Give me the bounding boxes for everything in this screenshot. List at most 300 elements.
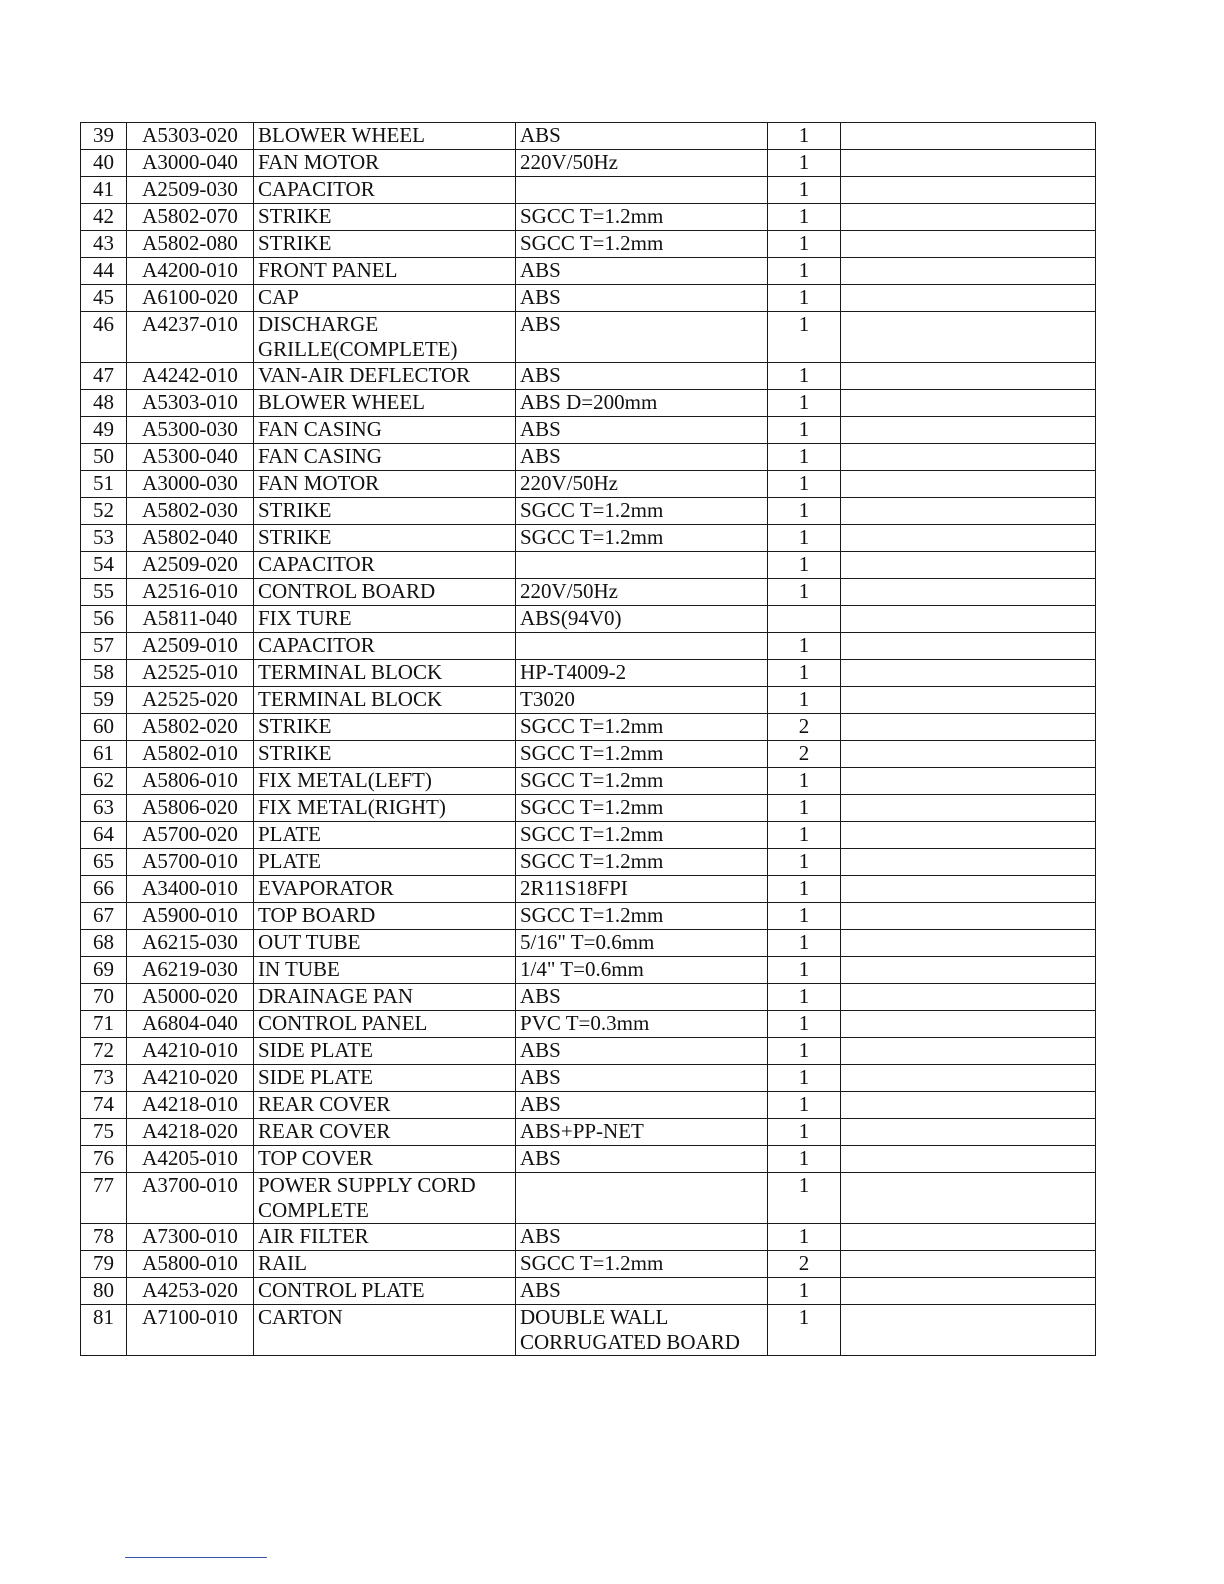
table-row <box>81 150 1096 177</box>
part-number-cell: A6219-030 <box>127 957 254 984</box>
table-row <box>81 258 1096 285</box>
part-number-cell: A5303-020 <box>127 123 254 150</box>
material-spec-cell: SGCC T=1.2mm <box>516 231 768 258</box>
remarks-cell <box>841 957 1096 984</box>
description-cell: PLATE <box>254 822 516 849</box>
part-number-cell: A3700-010 <box>127 1173 254 1224</box>
table-row <box>81 498 1096 525</box>
item-number-cell: 47 <box>81 363 127 390</box>
description-cell: BLOWER WHEEL <box>254 123 516 150</box>
remarks-cell <box>841 150 1096 177</box>
table-row <box>81 525 1096 552</box>
item-number-cell: 60 <box>81 714 127 741</box>
part-number-cell: A4218-010 <box>127 1092 254 1119</box>
quantity-cell: 1 <box>768 1119 841 1146</box>
quantity-cell: 1 <box>768 444 841 471</box>
remarks-cell <box>841 795 1096 822</box>
remarks-cell <box>841 768 1096 795</box>
item-number-cell: 55 <box>81 579 127 606</box>
remarks-cell <box>841 390 1096 417</box>
table-row <box>81 822 1096 849</box>
remarks-cell <box>841 258 1096 285</box>
item-number-cell: 62 <box>81 768 127 795</box>
quantity-cell: 1 <box>768 552 841 579</box>
table-row <box>81 444 1096 471</box>
description-cell: FAN MOTOR <box>254 471 516 498</box>
remarks-cell <box>841 1305 1096 1356</box>
material-spec-cell: ABS <box>516 285 768 312</box>
quantity-cell: 1 <box>768 390 841 417</box>
remarks-cell <box>841 498 1096 525</box>
quantity-cell: 1 <box>768 1038 841 1065</box>
remarks-cell <box>841 930 1096 957</box>
item-number-cell: 45 <box>81 285 127 312</box>
item-number-cell: 41 <box>81 177 127 204</box>
quantity-cell: 1 <box>768 1173 841 1224</box>
item-number-cell: 59 <box>81 687 127 714</box>
part-number-cell: A7100-010 <box>127 1305 254 1356</box>
remarks-cell <box>841 177 1096 204</box>
material-spec-cell: ABS <box>516 1092 768 1119</box>
quantity-cell: 1 <box>768 822 841 849</box>
part-number-cell: A2516-010 <box>127 579 254 606</box>
table-row <box>81 390 1096 417</box>
description-cell: STRIKE <box>254 498 516 525</box>
material-spec-cell: ABS(94V0) <box>516 606 768 633</box>
material-spec-cell: HP-T4009-2 <box>516 660 768 687</box>
part-number-cell: A2525-020 <box>127 687 254 714</box>
material-spec-cell: 220V/50Hz <box>516 150 768 177</box>
remarks-cell <box>841 1065 1096 1092</box>
material-spec-cell: SGCC T=1.2mm <box>516 498 768 525</box>
quantity-cell: 1 <box>768 903 841 930</box>
table-row <box>81 417 1096 444</box>
material-spec-cell: SGCC T=1.2mm <box>516 525 768 552</box>
description-cell: FIX METAL(RIGHT) <box>254 795 516 822</box>
part-number-cell: A5806-020 <box>127 795 254 822</box>
table-row <box>81 1146 1096 1173</box>
quantity-cell: 1 <box>768 957 841 984</box>
table-row <box>81 312 1096 363</box>
item-number-cell: 39 <box>81 123 127 150</box>
part-number-cell: A2509-010 <box>127 633 254 660</box>
quantity-cell: 1 <box>768 525 841 552</box>
description-cell: PLATE <box>254 849 516 876</box>
part-number-cell: A5900-010 <box>127 903 254 930</box>
quantity-cell: 1 <box>768 984 841 1011</box>
quantity-cell: 1 <box>768 1146 841 1173</box>
quantity-cell: 1 <box>768 633 841 660</box>
material-spec-cell: ABS <box>516 1065 768 1092</box>
item-number-cell: 80 <box>81 1278 127 1305</box>
part-number-cell: A6804-040 <box>127 1011 254 1038</box>
remarks-cell <box>841 444 1096 471</box>
quantity-cell: 1 <box>768 1011 841 1038</box>
table-row <box>81 849 1096 876</box>
remarks-cell <box>841 1038 1096 1065</box>
description-cell: EVAPORATOR <box>254 876 516 903</box>
item-number-cell: 57 <box>81 633 127 660</box>
part-number-cell: A5700-020 <box>127 822 254 849</box>
material-spec-cell <box>516 177 768 204</box>
description-cell: BLOWER WHEEL <box>254 390 516 417</box>
description-cell: AIR FILTER <box>254 1224 516 1251</box>
description-cell: CONTROL PLATE <box>254 1278 516 1305</box>
part-number-cell: A4205-010 <box>127 1146 254 1173</box>
material-spec-cell: T3020 <box>516 687 768 714</box>
remarks-cell <box>841 876 1096 903</box>
remarks-cell <box>841 633 1096 660</box>
material-spec-cell: SGCC T=1.2mm <box>516 795 768 822</box>
description-cell: DISCHARGE GRILLE(COMPLETE) <box>254 312 516 363</box>
part-number-cell: A5700-010 <box>127 849 254 876</box>
material-spec-cell: ABS <box>516 1224 768 1251</box>
quantity-cell: 1 <box>768 123 841 150</box>
remarks-cell <box>841 1173 1096 1224</box>
description-cell: CONTROL BOARD <box>254 579 516 606</box>
item-number-cell: 65 <box>81 849 127 876</box>
item-number-cell: 51 <box>81 471 127 498</box>
material-spec-cell <box>516 1173 768 1224</box>
table-row <box>81 984 1096 1011</box>
table-row <box>81 1173 1096 1224</box>
material-spec-cell: SGCC T=1.2mm <box>516 1251 768 1278</box>
item-number-cell: 79 <box>81 1251 127 1278</box>
material-spec-cell: ABS+PP-NET <box>516 1119 768 1146</box>
remarks-cell <box>841 1146 1096 1173</box>
description-cell: DRAINAGE PAN <box>254 984 516 1011</box>
material-spec-cell: 1/4" T=0.6mm <box>516 957 768 984</box>
description-cell: RAIL <box>254 1251 516 1278</box>
material-spec-cell <box>516 552 768 579</box>
remarks-cell <box>841 417 1096 444</box>
table-row <box>81 1251 1096 1278</box>
remarks-cell <box>841 660 1096 687</box>
part-number-cell: A4210-010 <box>127 1038 254 1065</box>
part-number-cell: A5806-010 <box>127 768 254 795</box>
remarks-cell <box>841 312 1096 363</box>
table-row <box>81 1011 1096 1038</box>
remarks-cell <box>841 1278 1096 1305</box>
description-cell: CAPACITOR <box>254 552 516 579</box>
part-number-cell: A2525-010 <box>127 660 254 687</box>
remarks-cell <box>841 579 1096 606</box>
part-number-cell: A5802-030 <box>127 498 254 525</box>
material-spec-cell: ABS <box>516 363 768 390</box>
parts-list-body <box>81 123 1096 1356</box>
item-number-cell: 72 <box>81 1038 127 1065</box>
item-number-cell: 44 <box>81 258 127 285</box>
description-cell: TOP BOARD <box>254 903 516 930</box>
description-cell: POWER SUPPLY CORD COMPLETE <box>254 1173 516 1224</box>
material-spec-cell: 220V/50Hz <box>516 471 768 498</box>
description-cell: STRIKE <box>254 741 516 768</box>
quantity-cell: 1 <box>768 258 841 285</box>
material-spec-cell: ABS <box>516 1038 768 1065</box>
remarks-cell <box>841 204 1096 231</box>
table-row <box>81 231 1096 258</box>
quantity-cell: 1 <box>768 930 841 957</box>
material-spec-cell: SGCC T=1.2mm <box>516 714 768 741</box>
quantity-cell <box>768 606 841 633</box>
description-cell: OUT TUBE <box>254 930 516 957</box>
quantity-cell: 1 <box>768 417 841 444</box>
part-number-cell: A5802-070 <box>127 204 254 231</box>
part-number-cell: A5303-010 <box>127 390 254 417</box>
item-number-cell: 58 <box>81 660 127 687</box>
quantity-cell: 1 <box>768 363 841 390</box>
item-number-cell: 48 <box>81 390 127 417</box>
quantity-cell: 1 <box>768 1092 841 1119</box>
item-number-cell: 40 <box>81 150 127 177</box>
remarks-cell <box>841 741 1096 768</box>
material-spec-cell: SGCC T=1.2mm <box>516 768 768 795</box>
table-row <box>81 741 1096 768</box>
remarks-cell <box>841 606 1096 633</box>
material-spec-cell: SGCC T=1.2mm <box>516 903 768 930</box>
table-row <box>81 957 1096 984</box>
part-number-cell: A3000-030 <box>127 471 254 498</box>
table-row <box>81 660 1096 687</box>
part-number-cell: A3400-010 <box>127 876 254 903</box>
quantity-cell: 2 <box>768 741 841 768</box>
description-cell: CAPACITOR <box>254 633 516 660</box>
table-row <box>81 1305 1096 1356</box>
part-number-cell: A7300-010 <box>127 1224 254 1251</box>
material-spec-cell: DOUBLE WALL CORRUGATED BOARD <box>516 1305 768 1356</box>
quantity-cell: 1 <box>768 876 841 903</box>
part-number-cell: A5300-030 <box>127 417 254 444</box>
material-spec-cell <box>516 633 768 660</box>
quantity-cell: 1 <box>768 660 841 687</box>
item-number-cell: 49 <box>81 417 127 444</box>
table-row <box>81 123 1096 150</box>
quantity-cell: 1 <box>768 1224 841 1251</box>
table-row <box>81 552 1096 579</box>
quantity-cell: 1 <box>768 285 841 312</box>
material-spec-cell: 5/16" T=0.6mm <box>516 930 768 957</box>
table-row <box>81 363 1096 390</box>
table-row <box>81 471 1096 498</box>
item-number-cell: 78 <box>81 1224 127 1251</box>
description-cell: SIDE PLATE <box>254 1038 516 1065</box>
description-cell: FAN CASING <box>254 444 516 471</box>
item-number-cell: 61 <box>81 741 127 768</box>
description-cell: FRONT PANEL <box>254 258 516 285</box>
item-number-cell: 42 <box>81 204 127 231</box>
table-row <box>81 795 1096 822</box>
table-row <box>81 903 1096 930</box>
item-number-cell: 52 <box>81 498 127 525</box>
quantity-cell: 1 <box>768 498 841 525</box>
material-spec-cell: ABS <box>516 1146 768 1173</box>
item-number-cell: 68 <box>81 930 127 957</box>
remarks-cell <box>841 123 1096 150</box>
description-cell: STRIKE <box>254 525 516 552</box>
remarks-cell <box>841 1011 1096 1038</box>
remarks-cell <box>841 687 1096 714</box>
table-row <box>81 633 1096 660</box>
table-row <box>81 1224 1096 1251</box>
material-spec-cell: ABS <box>516 417 768 444</box>
remarks-cell <box>841 552 1096 579</box>
quantity-cell: 1 <box>768 471 841 498</box>
quantity-cell: 1 <box>768 177 841 204</box>
remarks-cell <box>841 714 1096 741</box>
description-cell: REAR COVER <box>254 1119 516 1146</box>
quantity-cell: 1 <box>768 687 841 714</box>
material-spec-cell: SGCC T=1.2mm <box>516 849 768 876</box>
part-number-cell: A5802-080 <box>127 231 254 258</box>
item-number-cell: 69 <box>81 957 127 984</box>
item-number-cell: 74 <box>81 1092 127 1119</box>
item-number-cell: 56 <box>81 606 127 633</box>
quantity-cell: 1 <box>768 768 841 795</box>
part-number-cell: A5802-020 <box>127 714 254 741</box>
quantity-cell: 1 <box>768 1278 841 1305</box>
material-spec-cell: SGCC T=1.2mm <box>516 741 768 768</box>
description-cell: STRIKE <box>254 714 516 741</box>
material-spec-cell: ABS <box>516 1278 768 1305</box>
description-cell: IN TUBE <box>254 957 516 984</box>
quantity-cell: 1 <box>768 579 841 606</box>
remarks-cell <box>841 849 1096 876</box>
table-row <box>81 1092 1096 1119</box>
remarks-cell <box>841 1224 1096 1251</box>
quantity-cell: 2 <box>768 714 841 741</box>
part-number-cell: A4218-020 <box>127 1119 254 1146</box>
remarks-cell <box>841 1092 1096 1119</box>
item-number-cell: 53 <box>81 525 127 552</box>
parts-list-table <box>80 122 1096 1356</box>
footer-rule <box>125 1557 267 1558</box>
part-number-cell: A4237-010 <box>127 312 254 363</box>
description-cell: STRIKE <box>254 204 516 231</box>
quantity-cell: 1 <box>768 231 841 258</box>
table-row <box>81 177 1096 204</box>
item-number-cell: 67 <box>81 903 127 930</box>
quantity-cell: 1 <box>768 795 841 822</box>
remarks-cell <box>841 822 1096 849</box>
item-number-cell: 81 <box>81 1305 127 1356</box>
table-row <box>81 1278 1096 1305</box>
table-row <box>81 1119 1096 1146</box>
table-row <box>81 1065 1096 1092</box>
table-row <box>81 1038 1096 1065</box>
table-row <box>81 876 1096 903</box>
quantity-cell: 1 <box>768 312 841 363</box>
material-spec-cell: ABS <box>516 312 768 363</box>
description-cell: CONTROL PANEL <box>254 1011 516 1038</box>
table-row <box>81 579 1096 606</box>
part-number-cell: A2509-020 <box>127 552 254 579</box>
item-number-cell: 73 <box>81 1065 127 1092</box>
material-spec-cell: ABS D=200mm <box>516 390 768 417</box>
remarks-cell <box>841 525 1096 552</box>
quantity-cell: 1 <box>768 1305 841 1356</box>
description-cell: FIX TURE <box>254 606 516 633</box>
description-cell: FAN MOTOR <box>254 150 516 177</box>
quantity-cell: 1 <box>768 1065 841 1092</box>
part-number-cell: A3000-040 <box>127 150 254 177</box>
table-row <box>81 714 1096 741</box>
remarks-cell <box>841 471 1096 498</box>
quantity-cell: 2 <box>768 1251 841 1278</box>
description-cell: REAR COVER <box>254 1092 516 1119</box>
part-number-cell: A6215-030 <box>127 930 254 957</box>
description-cell: SIDE PLATE <box>254 1065 516 1092</box>
quantity-cell: 1 <box>768 849 841 876</box>
item-number-cell: 63 <box>81 795 127 822</box>
part-number-cell: A5811-040 <box>127 606 254 633</box>
remarks-cell <box>841 1119 1096 1146</box>
quantity-cell: 1 <box>768 204 841 231</box>
material-spec-cell: PVC T=0.3mm <box>516 1011 768 1038</box>
item-number-cell: 64 <box>81 822 127 849</box>
table-row <box>81 204 1096 231</box>
table-row <box>81 930 1096 957</box>
part-number-cell: A4200-010 <box>127 258 254 285</box>
material-spec-cell: ABS <box>516 123 768 150</box>
material-spec-cell: 2R11S18FPI <box>516 876 768 903</box>
item-number-cell: 71 <box>81 1011 127 1038</box>
material-spec-cell: 220V/50Hz <box>516 579 768 606</box>
table-row <box>81 606 1096 633</box>
remarks-cell <box>841 363 1096 390</box>
remarks-cell <box>841 1251 1096 1278</box>
item-number-cell: 46 <box>81 312 127 363</box>
part-number-cell: A6100-020 <box>127 285 254 312</box>
material-spec-cell: SGCC T=1.2mm <box>516 822 768 849</box>
description-cell: CAPACITOR <box>254 177 516 204</box>
description-cell: STRIKE <box>254 231 516 258</box>
remarks-cell <box>841 231 1096 258</box>
part-number-cell: A5802-040 <box>127 525 254 552</box>
description-cell: FIX METAL(LEFT) <box>254 768 516 795</box>
description-cell: CAP <box>254 285 516 312</box>
description-cell: VAN-AIR DEFLECTOR <box>254 363 516 390</box>
table-row <box>81 768 1096 795</box>
item-number-cell: 75 <box>81 1119 127 1146</box>
part-number-cell: A4242-010 <box>127 363 254 390</box>
item-number-cell: 70 <box>81 984 127 1011</box>
item-number-cell: 54 <box>81 552 127 579</box>
remarks-cell <box>841 285 1096 312</box>
part-number-cell: A5802-010 <box>127 741 254 768</box>
item-number-cell: 66 <box>81 876 127 903</box>
table-row <box>81 687 1096 714</box>
remarks-cell <box>841 903 1096 930</box>
item-number-cell: 50 <box>81 444 127 471</box>
description-cell: FAN CASING <box>254 417 516 444</box>
part-number-cell: A5300-040 <box>127 444 254 471</box>
remarks-cell <box>841 984 1096 1011</box>
part-number-cell: A5000-020 <box>127 984 254 1011</box>
item-number-cell: 77 <box>81 1173 127 1224</box>
part-number-cell: A5800-010 <box>127 1251 254 1278</box>
part-number-cell: A4210-020 <box>127 1065 254 1092</box>
material-spec-cell: SGCC T=1.2mm <box>516 204 768 231</box>
item-number-cell: 43 <box>81 231 127 258</box>
quantity-cell: 1 <box>768 150 841 177</box>
material-spec-cell: ABS <box>516 984 768 1011</box>
part-number-cell: A2509-030 <box>127 177 254 204</box>
item-number-cell: 76 <box>81 1146 127 1173</box>
table-row <box>81 285 1096 312</box>
material-spec-cell: ABS <box>516 258 768 285</box>
description-cell: TERMINAL BLOCK <box>254 687 516 714</box>
description-cell: TOP COVER <box>254 1146 516 1173</box>
